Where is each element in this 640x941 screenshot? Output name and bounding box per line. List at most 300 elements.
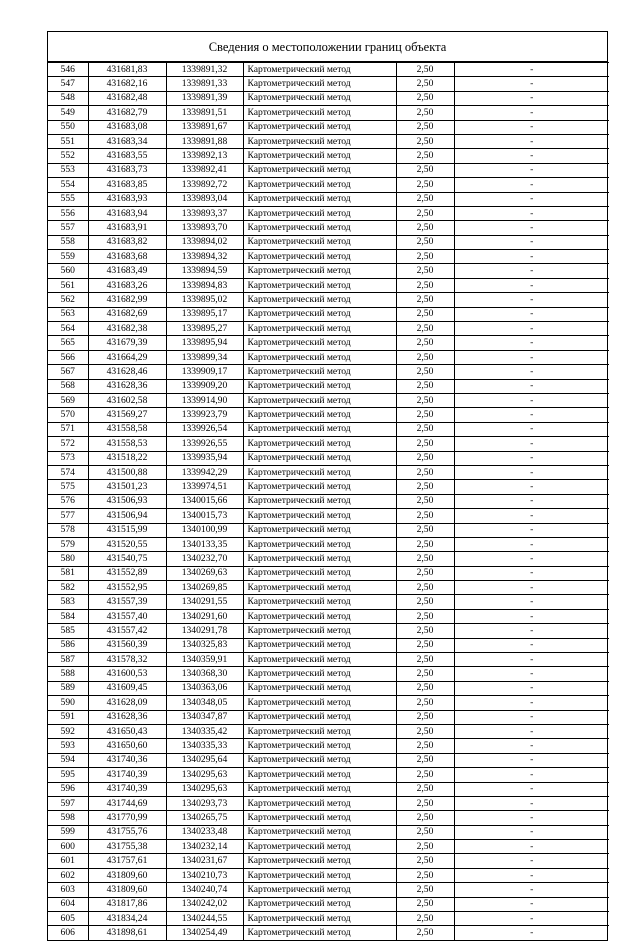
description-cell: -: [454, 768, 609, 782]
point-number-cell: 605: [48, 912, 88, 926]
method-cell: Картометрический метод: [243, 206, 396, 220]
table-row: [48, 480, 609, 494]
accuracy-cell: 2,50: [396, 365, 454, 379]
x-coordinate-cell: 431681,83: [88, 63, 166, 77]
accuracy-cell: 2,50: [396, 465, 454, 479]
y-coordinate-cell: 1340232,14: [166, 840, 243, 854]
point-number-cell: 591: [48, 710, 88, 724]
x-coordinate-cell: 431557,39: [88, 595, 166, 609]
table-row: [48, 465, 609, 479]
y-coordinate-cell: 1340254,49: [166, 926, 243, 940]
point-number-cell: 566: [48, 350, 88, 364]
y-coordinate-cell: 1339895,27: [166, 322, 243, 336]
description-cell: -: [454, 77, 609, 91]
x-coordinate-cell: 431682,48: [88, 91, 166, 105]
description-cell: -: [454, 667, 609, 681]
x-coordinate-cell: 431560,39: [88, 638, 166, 652]
method-cell: Картометрический метод: [243, 63, 396, 77]
table-row: [48, 437, 609, 451]
method-cell: Картометрический метод: [243, 912, 396, 926]
description-cell: -: [454, 595, 609, 609]
description-cell: -: [454, 163, 609, 177]
description-cell: -: [454, 739, 609, 753]
method-cell: Картометрический метод: [243, 566, 396, 580]
point-number-cell: 596: [48, 782, 88, 796]
method-cell: Картометрический метод: [243, 782, 396, 796]
method-cell: Картометрический метод: [243, 537, 396, 551]
coordinates-table-body: [48, 63, 609, 940]
point-number-cell: 551: [48, 134, 88, 148]
point-number-cell: 594: [48, 753, 88, 767]
x-coordinate-cell: 431683,85: [88, 178, 166, 192]
table-row: [48, 768, 609, 782]
point-number-cell: 587: [48, 653, 88, 667]
point-number-cell: 557: [48, 221, 88, 235]
description-cell: -: [454, 408, 609, 422]
description-cell: -: [454, 624, 609, 638]
description-cell: -: [454, 753, 609, 767]
point-number-cell: 595: [48, 768, 88, 782]
description-cell: -: [454, 724, 609, 738]
y-coordinate-cell: 1339909,17: [166, 365, 243, 379]
table-row: [48, 681, 609, 695]
accuracy-cell: 2,50: [396, 782, 454, 796]
description-cell: -: [454, 696, 609, 710]
method-cell: Картометрический метод: [243, 897, 396, 911]
description-cell: -: [454, 868, 609, 882]
point-number-cell: 570: [48, 408, 88, 422]
table-row: [48, 192, 609, 206]
table-row: [48, 393, 609, 407]
method-cell: Картометрический метод: [243, 379, 396, 393]
description-cell: -: [454, 523, 609, 537]
x-coordinate-cell: 431682,69: [88, 307, 166, 321]
y-coordinate-cell: 1339893,04: [166, 192, 243, 206]
description-cell: -: [454, 250, 609, 264]
table-row: [48, 509, 609, 523]
x-coordinate-cell: 431757,61: [88, 854, 166, 868]
method-cell: Картометрический метод: [243, 609, 396, 623]
method-cell: Картометрический метод: [243, 437, 396, 451]
accuracy-cell: 2,50: [396, 250, 454, 264]
table-row: [48, 379, 609, 393]
method-cell: Картометрический метод: [243, 120, 396, 134]
y-coordinate-cell: 1340295,64: [166, 753, 243, 767]
table-row: [48, 897, 609, 911]
y-coordinate-cell: 1339894,83: [166, 278, 243, 292]
description-cell: -: [454, 710, 609, 724]
method-cell: Картометрический метод: [243, 393, 396, 407]
method-cell: Картометрический метод: [243, 739, 396, 753]
y-coordinate-cell: 1340269,63: [166, 566, 243, 580]
x-coordinate-cell: 431628,46: [88, 365, 166, 379]
y-coordinate-cell: 1340363,06: [166, 681, 243, 695]
table-row: [48, 523, 609, 537]
accuracy-cell: 2,50: [396, 724, 454, 738]
y-coordinate-cell: 1339891,32: [166, 63, 243, 77]
method-cell: Картометрический метод: [243, 681, 396, 695]
table-row: [48, 912, 609, 926]
accuracy-cell: 2,50: [396, 753, 454, 767]
table-row: [48, 796, 609, 810]
x-coordinate-cell: 431552,89: [88, 566, 166, 580]
y-coordinate-cell: 1339914,90: [166, 393, 243, 407]
x-coordinate-cell: 431664,29: [88, 350, 166, 364]
description-cell: -: [454, 422, 609, 436]
table-row: [48, 782, 609, 796]
x-coordinate-cell: 431682,38: [88, 322, 166, 336]
accuracy-cell: 2,50: [396, 509, 454, 523]
x-coordinate-cell: 431518,22: [88, 451, 166, 465]
y-coordinate-cell: 1340133,35: [166, 537, 243, 551]
method-cell: Картометрический метод: [243, 724, 396, 738]
y-coordinate-cell: 1339895,17: [166, 307, 243, 321]
table-row: [48, 221, 609, 235]
y-coordinate-cell: 1339935,94: [166, 451, 243, 465]
point-number-cell: 560: [48, 264, 88, 278]
x-coordinate-cell: 431683,49: [88, 264, 166, 278]
table-row: [48, 63, 609, 77]
description-cell: -: [454, 509, 609, 523]
description-cell: -: [454, 365, 609, 379]
description-cell: -: [454, 465, 609, 479]
x-coordinate-cell: 431682,16: [88, 77, 166, 91]
method-cell: Картометрический метод: [243, 235, 396, 249]
method-cell: Картометрический метод: [243, 422, 396, 436]
table-row: [48, 365, 609, 379]
accuracy-cell: 2,50: [396, 408, 454, 422]
x-coordinate-cell: 431809,60: [88, 883, 166, 897]
y-coordinate-cell: 1339892,41: [166, 163, 243, 177]
table-row: [48, 307, 609, 321]
accuracy-cell: 2,50: [396, 811, 454, 825]
method-cell: Картометрический метод: [243, 336, 396, 350]
method-cell: Картометрический метод: [243, 854, 396, 868]
description-cell: -: [454, 451, 609, 465]
accuracy-cell: 2,50: [396, 307, 454, 321]
table-row: [48, 106, 609, 120]
y-coordinate-cell: 1339893,37: [166, 206, 243, 220]
description-cell: -: [454, 854, 609, 868]
x-coordinate-cell: 431834,24: [88, 912, 166, 926]
accuracy-cell: 2,50: [396, 854, 454, 868]
x-coordinate-cell: 431600,53: [88, 667, 166, 681]
x-coordinate-cell: 431558,58: [88, 422, 166, 436]
point-number-cell: 554: [48, 178, 88, 192]
accuracy-cell: 2,50: [396, 120, 454, 134]
method-cell: Картометрический метод: [243, 811, 396, 825]
accuracy-cell: 2,50: [396, 278, 454, 292]
x-coordinate-cell: 431679,39: [88, 336, 166, 350]
accuracy-cell: 2,50: [396, 796, 454, 810]
description-cell: -: [454, 912, 609, 926]
y-coordinate-cell: 1340015,73: [166, 509, 243, 523]
y-coordinate-cell: 1340269,85: [166, 581, 243, 595]
table-row: [48, 134, 609, 148]
description-cell: -: [454, 91, 609, 105]
table-row: [48, 264, 609, 278]
x-coordinate-cell: 431520,55: [88, 537, 166, 551]
point-number-cell: 558: [48, 235, 88, 249]
x-coordinate-cell: 431683,93: [88, 192, 166, 206]
x-coordinate-cell: 431515,99: [88, 523, 166, 537]
y-coordinate-cell: 1340231,67: [166, 854, 243, 868]
accuracy-cell: 2,50: [396, 192, 454, 206]
y-coordinate-cell: 1340335,33: [166, 739, 243, 753]
table-row: [48, 552, 609, 566]
x-coordinate-cell: 431628,09: [88, 696, 166, 710]
table-row: [48, 350, 609, 364]
x-coordinate-cell: 431602,58: [88, 393, 166, 407]
table-row: [48, 653, 609, 667]
table-row: [48, 739, 609, 753]
point-number-cell: 563: [48, 307, 88, 321]
description-cell: -: [454, 278, 609, 292]
table-row: [48, 278, 609, 292]
table-row: [48, 566, 609, 580]
x-coordinate-cell: 431770,99: [88, 811, 166, 825]
method-cell: Картометрический метод: [243, 710, 396, 724]
accuracy-cell: 2,50: [396, 451, 454, 465]
y-coordinate-cell: 1340348,05: [166, 696, 243, 710]
method-cell: Картометрический метод: [243, 667, 396, 681]
accuracy-cell: 2,50: [396, 552, 454, 566]
accuracy-cell: 2,50: [396, 667, 454, 681]
point-number-cell: 550: [48, 120, 88, 134]
x-coordinate-cell: 431552,95: [88, 581, 166, 595]
accuracy-cell: 2,50: [396, 480, 454, 494]
accuracy-cell: 2,50: [396, 494, 454, 508]
method-cell: Картометрический метод: [243, 106, 396, 120]
accuracy-cell: 2,50: [396, 77, 454, 91]
y-coordinate-cell: 1340291,78: [166, 624, 243, 638]
y-coordinate-cell: 1340293,73: [166, 796, 243, 810]
x-coordinate-cell: 431506,93: [88, 494, 166, 508]
accuracy-cell: 2,50: [396, 322, 454, 336]
accuracy-cell: 2,50: [396, 883, 454, 897]
point-number-cell: 581: [48, 566, 88, 580]
description-cell: -: [454, 480, 609, 494]
x-coordinate-cell: 431683,91: [88, 221, 166, 235]
method-cell: Картометрический метод: [243, 840, 396, 854]
y-coordinate-cell: 1340015,66: [166, 494, 243, 508]
x-coordinate-cell: 431506,94: [88, 509, 166, 523]
accuracy-cell: 2,50: [396, 897, 454, 911]
description-cell: -: [454, 206, 609, 220]
description-cell: -: [454, 322, 609, 336]
accuracy-cell: 2,50: [396, 63, 454, 77]
table-row: [48, 710, 609, 724]
method-cell: Картометрический метод: [243, 768, 396, 782]
y-coordinate-cell: 1339892,13: [166, 149, 243, 163]
y-coordinate-cell: 1339942,29: [166, 465, 243, 479]
y-coordinate-cell: 1340210,73: [166, 868, 243, 882]
point-number-cell: 549: [48, 106, 88, 120]
x-coordinate-cell: 431540,75: [88, 552, 166, 566]
coordinates-table: [48, 62, 609, 940]
point-number-cell: 598: [48, 811, 88, 825]
method-cell: Картометрический метод: [243, 149, 396, 163]
x-coordinate-cell: 431740,36: [88, 753, 166, 767]
accuracy-cell: 2,50: [396, 710, 454, 724]
table-row: [48, 293, 609, 307]
table-row: [48, 753, 609, 767]
method-cell: Картометрический метод: [243, 509, 396, 523]
description-cell: -: [454, 926, 609, 940]
y-coordinate-cell: 1340368,30: [166, 667, 243, 681]
accuracy-cell: 2,50: [396, 912, 454, 926]
description-cell: -: [454, 307, 609, 321]
point-number-cell: 565: [48, 336, 88, 350]
table-row: [48, 408, 609, 422]
method-cell: Картометрический метод: [243, 221, 396, 235]
y-coordinate-cell: 1339893,70: [166, 221, 243, 235]
description-cell: -: [454, 883, 609, 897]
table-row: [48, 825, 609, 839]
description-cell: -: [454, 221, 609, 235]
accuracy-cell: 2,50: [396, 840, 454, 854]
point-number-cell: 584: [48, 609, 88, 623]
table-row: [48, 120, 609, 134]
point-number-cell: 583: [48, 595, 88, 609]
accuracy-cell: 2,50: [396, 768, 454, 782]
y-coordinate-cell: 1339891,33: [166, 77, 243, 91]
description-cell: -: [454, 235, 609, 249]
x-coordinate-cell: 431569,27: [88, 408, 166, 422]
method-cell: Картометрический метод: [243, 494, 396, 508]
y-coordinate-cell: 1339926,54: [166, 422, 243, 436]
y-coordinate-cell: 1340233,48: [166, 825, 243, 839]
accuracy-cell: 2,50: [396, 624, 454, 638]
accuracy-cell: 2,50: [396, 638, 454, 652]
method-cell: Картометрический метод: [243, 293, 396, 307]
y-coordinate-cell: 1339894,59: [166, 264, 243, 278]
x-coordinate-cell: 431683,94: [88, 206, 166, 220]
method-cell: Картометрический метод: [243, 134, 396, 148]
table-row: [48, 854, 609, 868]
x-coordinate-cell: 431898,61: [88, 926, 166, 940]
x-coordinate-cell: 431683,34: [88, 134, 166, 148]
x-coordinate-cell: 431628,36: [88, 710, 166, 724]
y-coordinate-cell: 1340100,99: [166, 523, 243, 537]
method-cell: Картометрический метод: [243, 581, 396, 595]
point-number-cell: 603: [48, 883, 88, 897]
accuracy-cell: 2,50: [396, 437, 454, 451]
y-coordinate-cell: 1340325,83: [166, 638, 243, 652]
description-cell: -: [454, 825, 609, 839]
table-row: [48, 178, 609, 192]
accuracy-cell: 2,50: [396, 422, 454, 436]
description-cell: -: [454, 782, 609, 796]
method-cell: Картометрический метод: [243, 696, 396, 710]
method-cell: Картометрический метод: [243, 868, 396, 882]
point-number-cell: 574: [48, 465, 88, 479]
accuracy-cell: 2,50: [396, 581, 454, 595]
x-coordinate-cell: 431683,82: [88, 235, 166, 249]
method-cell: Картометрический метод: [243, 278, 396, 292]
table-row: [48, 422, 609, 436]
method-cell: Картометрический метод: [243, 753, 396, 767]
accuracy-cell: 2,50: [396, 264, 454, 278]
description-cell: -: [454, 437, 609, 451]
description-cell: -: [454, 840, 609, 854]
y-coordinate-cell: 1340291,60: [166, 609, 243, 623]
description-cell: -: [454, 638, 609, 652]
point-number-cell: 553: [48, 163, 88, 177]
description-cell: -: [454, 796, 609, 810]
x-coordinate-cell: 431501,23: [88, 480, 166, 494]
table-row: [48, 163, 609, 177]
point-number-cell: 571: [48, 422, 88, 436]
method-cell: Картометрический метод: [243, 638, 396, 652]
description-cell: -: [454, 350, 609, 364]
table-row: [48, 840, 609, 854]
y-coordinate-cell: 1339891,88: [166, 134, 243, 148]
x-coordinate-cell: 431817,86: [88, 897, 166, 911]
description-cell: -: [454, 681, 609, 695]
point-number-cell: 602: [48, 868, 88, 882]
y-coordinate-cell: 1339899,34: [166, 350, 243, 364]
method-cell: Картометрический метод: [243, 178, 396, 192]
point-number-cell: 582: [48, 581, 88, 595]
description-cell: -: [454, 63, 609, 77]
description-cell: -: [454, 264, 609, 278]
point-number-cell: 547: [48, 77, 88, 91]
point-number-cell: 604: [48, 897, 88, 911]
table-row: [48, 609, 609, 623]
method-cell: Картометрический метод: [243, 796, 396, 810]
method-cell: Картометрический метод: [243, 825, 396, 839]
description-cell: -: [454, 566, 609, 580]
x-coordinate-cell: 431740,39: [88, 768, 166, 782]
x-coordinate-cell: 431744,69: [88, 796, 166, 810]
method-cell: Картометрический метод: [243, 192, 396, 206]
point-number-cell: 586: [48, 638, 88, 652]
accuracy-cell: 2,50: [396, 696, 454, 710]
document-frame: [47, 31, 608, 941]
accuracy-cell: 2,50: [396, 91, 454, 105]
method-cell: Картометрический метод: [243, 91, 396, 105]
accuracy-cell: 2,50: [396, 609, 454, 623]
point-number-cell: 555: [48, 192, 88, 206]
y-coordinate-cell: 1339974,51: [166, 480, 243, 494]
table-row: [48, 595, 609, 609]
description-cell: -: [454, 811, 609, 825]
point-number-cell: 564: [48, 322, 88, 336]
point-number-cell: 597: [48, 796, 88, 810]
method-cell: Картометрический метод: [243, 883, 396, 897]
accuracy-cell: 2,50: [396, 235, 454, 249]
point-number-cell: 601: [48, 854, 88, 868]
accuracy-cell: 2,50: [396, 178, 454, 192]
point-number-cell: 552: [48, 149, 88, 163]
x-coordinate-cell: 431557,40: [88, 609, 166, 623]
method-cell: Картометрический метод: [243, 408, 396, 422]
y-coordinate-cell: 1339895,94: [166, 336, 243, 350]
table-row: [48, 638, 609, 652]
table-row: [48, 235, 609, 249]
y-coordinate-cell: 1339894,32: [166, 250, 243, 264]
x-coordinate-cell: 431557,42: [88, 624, 166, 638]
method-cell: Картометрический метод: [243, 163, 396, 177]
point-number-cell: 600: [48, 840, 88, 854]
description-cell: -: [454, 581, 609, 595]
x-coordinate-cell: 431682,99: [88, 293, 166, 307]
point-number-cell: 562: [48, 293, 88, 307]
description-cell: -: [454, 552, 609, 566]
description-cell: -: [454, 653, 609, 667]
method-cell: Картометрический метод: [243, 350, 396, 364]
